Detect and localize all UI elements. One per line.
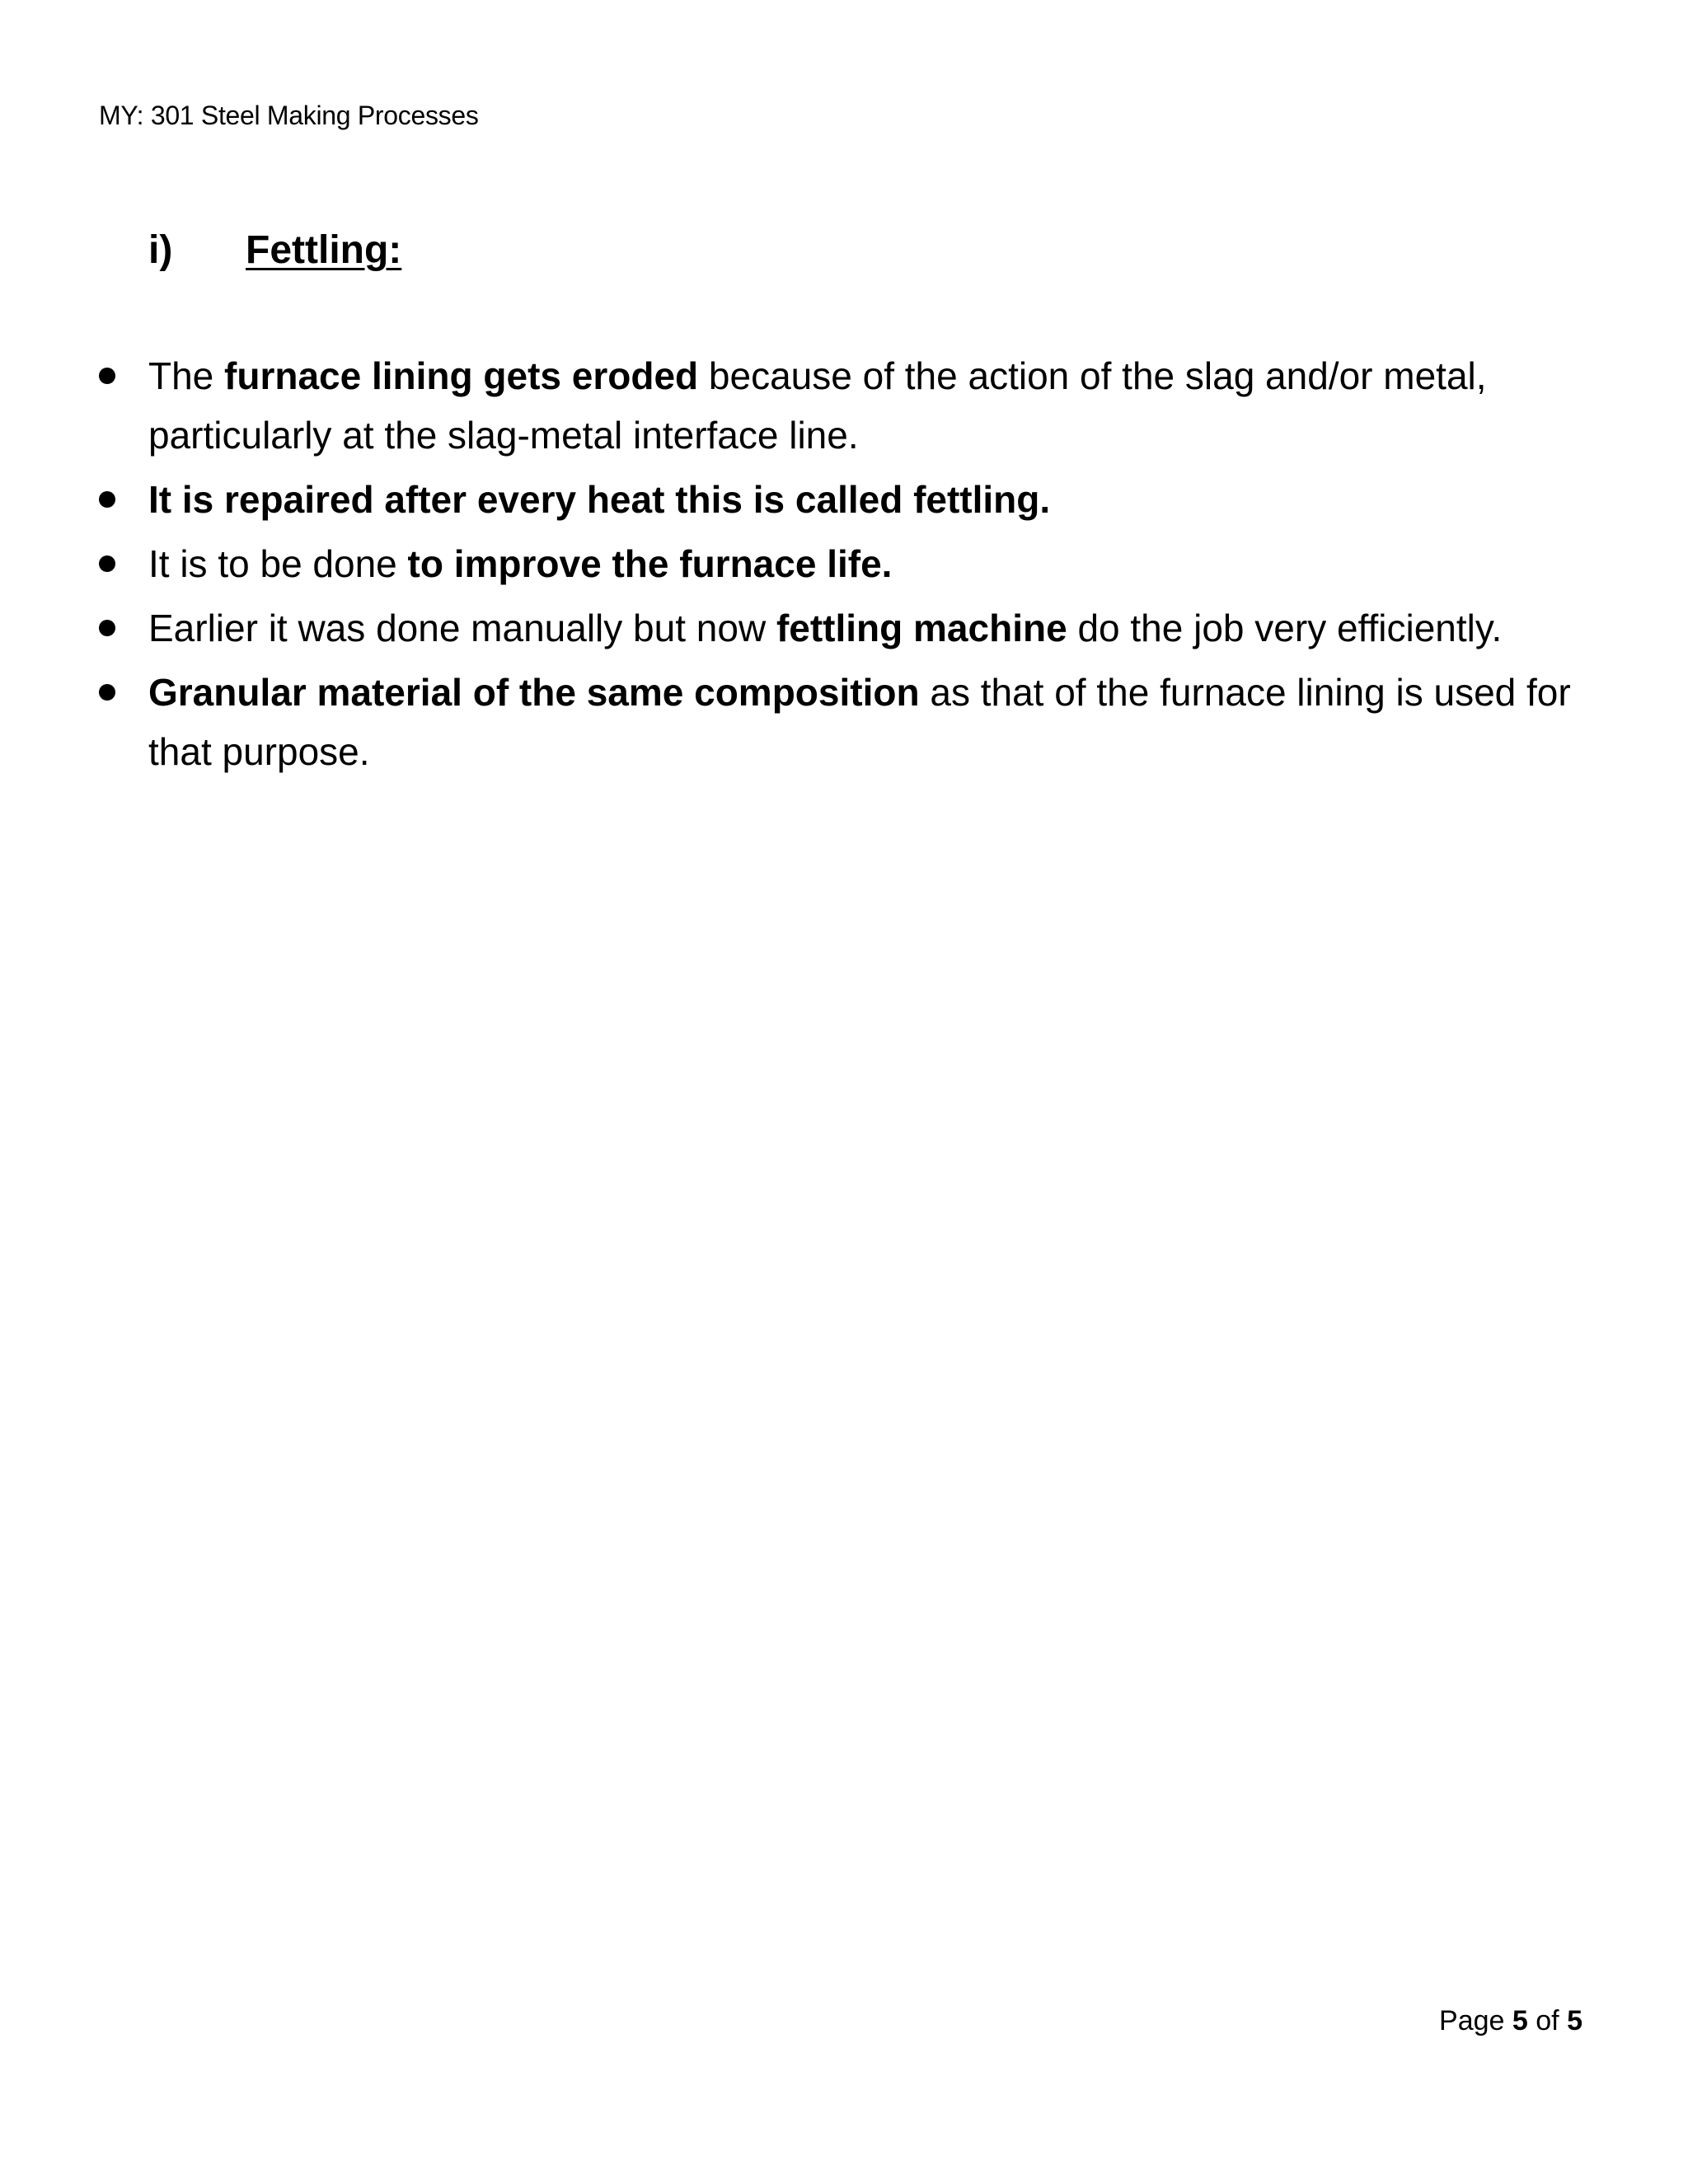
section-numeral: i) (148, 228, 173, 272)
body-text: because of the action of the slag and/or metal, particularly at the slag-metal interface line. (148, 354, 1487, 457)
page-number (1439, 2003, 1582, 2039)
bullet-dot-icon (99, 368, 115, 384)
bold-text: It is repaired after every heat this is called fettling. (148, 478, 1051, 521)
page-of-label: of (1527, 2005, 1568, 2036)
body-text: as that of the furnace lining is used for that purpose. (148, 671, 1571, 773)
section-heading (148, 223, 401, 279)
bold-text: to improve the furnace life. (407, 542, 893, 585)
bold-text: Granular material of the same composition (148, 671, 920, 714)
bullet-item (97, 534, 1581, 593)
bullet-item (97, 663, 1581, 781)
bullet-item (97, 470, 1581, 529)
bullet-list (97, 346, 1581, 786)
body-text: do the job very efficiently. (1067, 607, 1503, 649)
running-header: MY: 301 Steel Making Processes (99, 101, 479, 130)
bullet-item (97, 598, 1581, 658)
bullet-dot-icon (99, 620, 115, 636)
bold-text: fettling machine (776, 607, 1067, 649)
body-text: The (148, 354, 225, 397)
total-pages: 5 (1567, 2005, 1582, 2036)
body-text: Earlier it was done manually but now (148, 607, 776, 649)
page-label: Page (1439, 2005, 1512, 2036)
current-page: 5 (1512, 2005, 1528, 2036)
bold-text: furnace lining gets eroded (224, 354, 699, 397)
bullet-dot-icon (99, 491, 115, 508)
section-title: Fettling: (246, 228, 402, 272)
body-text: It is to be done (148, 542, 408, 585)
bullet-item (97, 346, 1581, 465)
bullet-dot-icon (99, 555, 115, 572)
bullet-dot-icon (99, 684, 115, 701)
